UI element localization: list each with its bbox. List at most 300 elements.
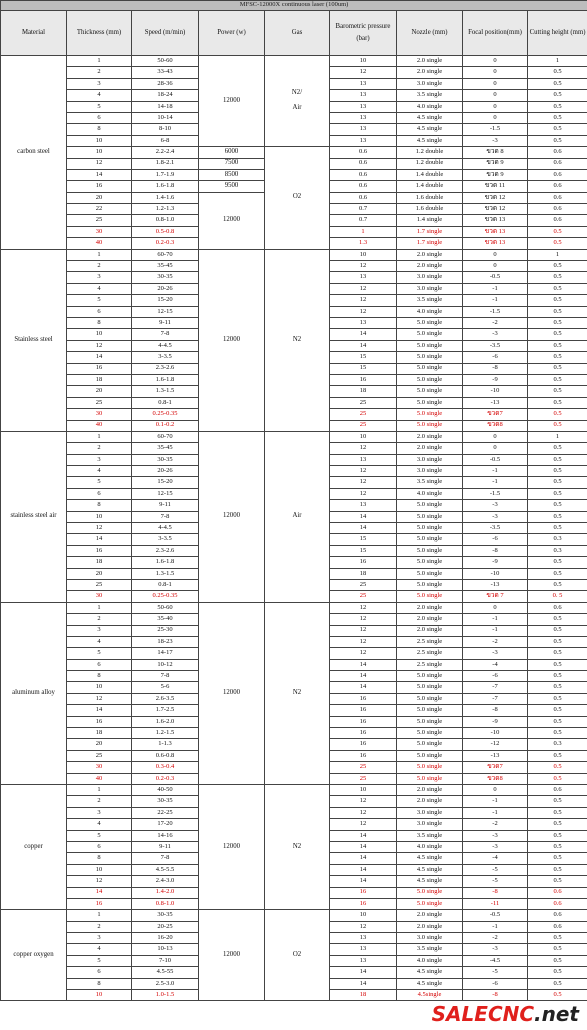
speed-cell: 0.25-0.35 bbox=[132, 409, 199, 420]
speed-cell: 1.6-1.8 bbox=[132, 557, 199, 568]
pressure-cell: 14 bbox=[330, 967, 397, 978]
speed-cell: 14-18 bbox=[132, 101, 199, 112]
thickness-cell: 40 bbox=[67, 238, 132, 249]
nozzle-cell: 3.0 single bbox=[397, 454, 463, 465]
pressure-cell: 14 bbox=[330, 671, 397, 682]
thickness-cell: 3 bbox=[67, 454, 132, 465]
thickness-cell: 6 bbox=[67, 967, 132, 978]
focal-position-cell: -4 bbox=[463, 853, 528, 864]
speed-cell: 18-23 bbox=[132, 636, 199, 647]
speed-cell: 0.8-1.0 bbox=[132, 898, 199, 909]
focal-position-cell: -9 bbox=[463, 374, 528, 385]
pressure-cell: 18 bbox=[330, 568, 397, 579]
nozzle-cell: 5.0 single bbox=[397, 374, 463, 385]
nozzle-cell: 4.5 single bbox=[397, 876, 463, 887]
nozzle-cell: 3.5 single bbox=[397, 830, 463, 841]
speed-cell: 1.4-2.0 bbox=[132, 887, 199, 898]
focal-position-cell: -10 bbox=[463, 728, 528, 739]
speed-cell: 4.5-5.5 bbox=[132, 864, 199, 875]
speed-cell: 1.8-2.1 bbox=[132, 158, 199, 169]
cutting-height-cell: 0.5 bbox=[528, 978, 587, 989]
nozzle-cell: 5.0 single bbox=[397, 728, 463, 739]
speed-cell: 0.8-1 bbox=[132, 579, 199, 590]
speed-cell: 30-35 bbox=[132, 796, 199, 807]
pressure-cell: 12 bbox=[330, 466, 397, 477]
cutting-height-cell: 0.6 bbox=[528, 147, 587, 158]
cutting-height-cell: 0.5 bbox=[528, 135, 587, 146]
speed-cell: 40-50 bbox=[132, 785, 199, 796]
speed-cell: 10-13 bbox=[132, 944, 199, 955]
thickness-cell: 1 bbox=[67, 56, 132, 67]
cutting-height-cell: 0.5 bbox=[528, 443, 587, 454]
cutting-height-cell: 0.5 bbox=[528, 671, 587, 682]
nozzle-cell: 2.0 single bbox=[397, 614, 463, 625]
thickness-cell: 5 bbox=[67, 830, 132, 841]
thickness-cell: 30 bbox=[67, 409, 132, 420]
thickness-cell: 6 bbox=[67, 841, 132, 852]
speed-cell: 1.2-1.3 bbox=[132, 204, 199, 215]
thickness-cell: 5 bbox=[67, 955, 132, 966]
focal-position-cell: -10 bbox=[463, 386, 528, 397]
cutting-height-cell: 0.5 bbox=[528, 557, 587, 568]
focal-position-cell: ขวด 7 bbox=[463, 591, 528, 602]
cutting-height-cell: 0.6 bbox=[528, 181, 587, 192]
speed-cell: 1.7-1.9 bbox=[132, 169, 199, 180]
cutting-height-cell: 0.5 bbox=[528, 728, 587, 739]
focal-position-cell: -1 bbox=[463, 807, 528, 818]
cutting-height-cell: 0.5 bbox=[528, 78, 587, 89]
nozzle-cell: 5.0 single bbox=[397, 511, 463, 522]
nozzle-cell: 4.0 single bbox=[397, 841, 463, 852]
speed-cell: 10-14 bbox=[132, 112, 199, 123]
cutting-height-cell: 0.5 bbox=[528, 796, 587, 807]
focal-position-cell: 0 bbox=[463, 602, 528, 613]
power-cell: 12000 bbox=[199, 431, 265, 602]
focal-position-cell: -2 bbox=[463, 933, 528, 944]
header-material: Material bbox=[1, 11, 67, 56]
pressure-cell: 12 bbox=[330, 306, 397, 317]
thickness-cell: 25 bbox=[67, 397, 132, 408]
focal-position-cell: -3 bbox=[463, 648, 528, 659]
speed-cell: 4-4.5 bbox=[132, 340, 199, 351]
speed-cell: 30-35 bbox=[132, 272, 199, 283]
nozzle-cell: 3.0 single bbox=[397, 466, 463, 477]
pressure-cell: 0.7 bbox=[330, 215, 397, 226]
nozzle-cell: 2.0 single bbox=[397, 249, 463, 260]
pressure-cell: 25 bbox=[330, 579, 397, 590]
speed-cell: 16-20 bbox=[132, 933, 199, 944]
thickness-cell: 6 bbox=[67, 306, 132, 317]
cutting-height-cell: 0.5 bbox=[528, 306, 587, 317]
speed-cell: 1.4-1.6 bbox=[132, 192, 199, 203]
thickness-cell: 1 bbox=[67, 249, 132, 260]
thickness-cell: 22 bbox=[67, 204, 132, 215]
thickness-cell: 8 bbox=[67, 500, 132, 511]
focal-position-cell: -9 bbox=[463, 716, 528, 727]
table-row bbox=[1, 249, 587, 260]
nozzle-cell: 5.0 single bbox=[397, 568, 463, 579]
cutting-height-cell: 1 bbox=[528, 431, 587, 442]
nozzle-cell: 5.0 single bbox=[397, 705, 463, 716]
cutting-height-cell: 0.5 bbox=[528, 454, 587, 465]
focal-position-cell: -0.5 bbox=[463, 454, 528, 465]
focal-position-cell: -2 bbox=[463, 636, 528, 647]
speed-cell: 28-36 bbox=[132, 78, 199, 89]
cutting-height-cell: 0.5 bbox=[528, 807, 587, 818]
cutting-height-cell: 0.5 bbox=[528, 659, 587, 670]
focal-position-cell: -13 bbox=[463, 397, 528, 408]
cutting-height-cell: 0.5 bbox=[528, 500, 587, 511]
pressure-cell: 0.6 bbox=[330, 192, 397, 203]
nozzle-cell: 4.5single bbox=[397, 990, 463, 1001]
speed-cell: 35-40 bbox=[132, 614, 199, 625]
pressure-cell: 0.6 bbox=[330, 147, 397, 158]
cutting-height-cell: 0.5 bbox=[528, 261, 587, 272]
thickness-cell: 12 bbox=[67, 523, 132, 534]
material-cell: copper bbox=[1, 785, 67, 910]
nozzle-cell: 5.0 single bbox=[397, 762, 463, 773]
focal-position-cell: ขวด 8 bbox=[463, 147, 528, 158]
focal-position-cell: -1 bbox=[463, 796, 528, 807]
speed-cell: 0.2-0.3 bbox=[132, 238, 199, 249]
pressure-cell: 18 bbox=[330, 990, 397, 1001]
pressure-cell: 16 bbox=[330, 739, 397, 750]
focal-position-cell: -12 bbox=[463, 739, 528, 750]
speed-cell: 12-15 bbox=[132, 306, 199, 317]
focal-position-cell: ขวด 9 bbox=[463, 158, 528, 169]
focal-position-cell: -5 bbox=[463, 876, 528, 887]
pressure-cell: 14 bbox=[330, 329, 397, 340]
nozzle-cell: 1.6 double bbox=[397, 204, 463, 215]
focal-position-cell: 0 bbox=[463, 78, 528, 89]
cutting-height-cell: 0.5 bbox=[528, 841, 587, 852]
nozzle-cell: 2.0 single bbox=[397, 67, 463, 78]
nozzle-cell: 3.5 single bbox=[397, 944, 463, 955]
focal-position-cell: -5 bbox=[463, 967, 528, 978]
thickness-cell: 10 bbox=[67, 329, 132, 340]
nozzle-cell: 4.0 single bbox=[397, 488, 463, 499]
speed-cell: 30-35 bbox=[132, 454, 199, 465]
pressure-cell: 1.3 bbox=[330, 238, 397, 249]
cutting-height-cell: 0.5 bbox=[528, 967, 587, 978]
speed-cell: 50-60 bbox=[132, 602, 199, 613]
cutting-height-cell: 0.5 bbox=[528, 693, 587, 704]
speed-cell: 14-17 bbox=[132, 648, 199, 659]
cutting-height-cell: 0.6 bbox=[528, 215, 587, 226]
pressure-cell: 25 bbox=[330, 773, 397, 784]
speed-cell: 0.8-1.0 bbox=[132, 215, 199, 226]
thickness-cell: 2 bbox=[67, 443, 132, 454]
cutting-height-cell: 0.5 bbox=[528, 352, 587, 363]
pressure-cell: 25 bbox=[330, 420, 397, 431]
cutting-height-cell: 0.6 bbox=[528, 910, 587, 921]
cutting-height-cell: 0.3 bbox=[528, 534, 587, 545]
cutting-height-cell: 0.5 bbox=[528, 636, 587, 647]
nozzle-cell: 5.0 single bbox=[397, 420, 463, 431]
focal-position-cell: 0 bbox=[463, 443, 528, 454]
thickness-cell: 4 bbox=[67, 636, 132, 647]
nozzle-cell: 5.0 single bbox=[397, 500, 463, 511]
gas-cell: N2/ Air bbox=[265, 56, 330, 147]
focal-position-cell: -8 bbox=[463, 363, 528, 374]
pressure-cell: 16 bbox=[330, 557, 397, 568]
focal-position-cell: ขวด 12 bbox=[463, 192, 528, 203]
focal-position-cell: -3 bbox=[463, 135, 528, 146]
cutting-height-cell: 0.5 bbox=[528, 363, 587, 374]
focal-position-cell: -13 bbox=[463, 750, 528, 761]
speed-cell: 60-70 bbox=[132, 249, 199, 260]
focal-position-cell: -5 bbox=[463, 864, 528, 875]
speed-cell: 35-45 bbox=[132, 261, 199, 272]
speed-cell: 4-4.5 bbox=[132, 523, 199, 534]
nozzle-cell: 1.4 double bbox=[397, 169, 463, 180]
focal-position-cell: 0 bbox=[463, 90, 528, 101]
thickness-cell: 10 bbox=[67, 682, 132, 693]
speed-cell: 0.1-0.2 bbox=[132, 420, 199, 431]
thickness-cell: 20 bbox=[67, 739, 132, 750]
pressure-cell: 0.7 bbox=[330, 204, 397, 215]
thickness-cell: 2 bbox=[67, 261, 132, 272]
thickness-cell: 12 bbox=[67, 340, 132, 351]
cutting-height-cell: 0.6 bbox=[528, 192, 587, 203]
speed-cell: 50-60 bbox=[132, 56, 199, 67]
table-row bbox=[1, 56, 587, 67]
power-cell: 12000 bbox=[199, 785, 265, 910]
power-cell: 7500 bbox=[199, 158, 265, 169]
speed-cell: 9-11 bbox=[132, 841, 199, 852]
thickness-cell: 30 bbox=[67, 762, 132, 773]
focal-position-cell: -1 bbox=[463, 477, 528, 488]
focal-position-cell: 0 bbox=[463, 101, 528, 112]
pressure-cell: 16 bbox=[330, 693, 397, 704]
nozzle-cell: 5.0 single bbox=[397, 557, 463, 568]
thickness-cell: 8 bbox=[67, 978, 132, 989]
focal-position-cell: -8 bbox=[463, 705, 528, 716]
pressure-cell: 12 bbox=[330, 648, 397, 659]
focal-position-cell: -3 bbox=[463, 500, 528, 511]
pressure-cell: 15 bbox=[330, 534, 397, 545]
speed-cell: 60-70 bbox=[132, 431, 199, 442]
focal-position-cell: 0 bbox=[463, 67, 528, 78]
thickness-cell: 12 bbox=[67, 693, 132, 704]
thickness-cell: 5 bbox=[67, 101, 132, 112]
cutting-height-cell: 0.5 bbox=[528, 579, 587, 590]
nozzle-cell: 4.5 single bbox=[397, 112, 463, 123]
focal-position-cell: -3 bbox=[463, 944, 528, 955]
thickness-cell: 14 bbox=[67, 534, 132, 545]
focal-position-cell: -3.5 bbox=[463, 523, 528, 534]
focal-position-cell: -1.5 bbox=[463, 488, 528, 499]
cutting-height-cell: 0.5 bbox=[528, 397, 587, 408]
nozzle-cell: 3.0 single bbox=[397, 807, 463, 818]
thickness-cell: 14 bbox=[67, 352, 132, 363]
nozzle-cell: 5.0 single bbox=[397, 773, 463, 784]
speed-cell: 0.6-0.8 bbox=[132, 750, 199, 761]
cutting-height-cell: 0.5 bbox=[528, 477, 587, 488]
nozzle-cell: 5.0 single bbox=[397, 898, 463, 909]
nozzle-cell: 1.4 single bbox=[397, 215, 463, 226]
nozzle-cell: 2.0 single bbox=[397, 785, 463, 796]
thickness-cell: 10 bbox=[67, 147, 132, 158]
speed-cell: 22-25 bbox=[132, 807, 199, 818]
speed-cell: 8-10 bbox=[132, 124, 199, 135]
cutting-height-cell: 0.3 bbox=[528, 545, 587, 556]
focal-position-cell: 0 bbox=[463, 56, 528, 67]
nozzle-cell: 2.0 single bbox=[397, 796, 463, 807]
pressure-cell: 25 bbox=[330, 591, 397, 602]
power-cell: 8500 bbox=[199, 169, 265, 180]
pressure-cell: 12 bbox=[330, 261, 397, 272]
pressure-cell: 12 bbox=[330, 443, 397, 454]
focal-position-cell: -1 bbox=[463, 921, 528, 932]
cutting-height-cell: 0.6 bbox=[528, 204, 587, 215]
nozzle-cell: 4.0 single bbox=[397, 955, 463, 966]
pressure-cell: 14 bbox=[330, 659, 397, 670]
header-focal-position: Focal position(mm) bbox=[463, 11, 528, 56]
focal-position-cell: -8 bbox=[463, 990, 528, 1001]
nozzle-cell: 5.0 single bbox=[397, 739, 463, 750]
nozzle-cell: 2.0 single bbox=[397, 910, 463, 921]
thickness-cell: 8 bbox=[67, 124, 132, 135]
cutting-height-cell: 0.5 bbox=[528, 386, 587, 397]
thickness-cell: 4 bbox=[67, 283, 132, 294]
pressure-cell: 12 bbox=[330, 819, 397, 830]
focal-position-cell: -8 bbox=[463, 887, 528, 898]
focal-position-cell: -7 bbox=[463, 693, 528, 704]
pressure-cell: 15 bbox=[330, 352, 397, 363]
table-title: MFSC-12000X continuous laser (100um) bbox=[1, 1, 587, 11]
cutting-height-cell: 0.5 bbox=[528, 944, 587, 955]
focal-position-cell: 0 bbox=[463, 112, 528, 123]
focal-position-cell: -8 bbox=[463, 545, 528, 556]
header-gas: Gas bbox=[265, 11, 330, 56]
pressure-cell: 12 bbox=[330, 295, 397, 306]
focal-position-cell: -10 bbox=[463, 568, 528, 579]
speed-cell: 6-8 bbox=[132, 135, 199, 146]
pressure-cell: 16 bbox=[330, 728, 397, 739]
pressure-cell: 13 bbox=[330, 317, 397, 328]
nozzle-cell: 5.0 single bbox=[397, 534, 463, 545]
cutting-height-cell: 0.5 bbox=[528, 101, 587, 112]
cutting-height-cell: 0.5 bbox=[528, 283, 587, 294]
cutting-height-cell: 0.5 bbox=[528, 272, 587, 283]
material-cell: Stainless steel bbox=[1, 249, 67, 431]
speed-cell: 2.3-2.6 bbox=[132, 363, 199, 374]
speed-cell: 2.4-3.0 bbox=[132, 876, 199, 887]
thickness-cell: 3 bbox=[67, 807, 132, 818]
pressure-cell: 16 bbox=[330, 898, 397, 909]
thickness-cell: 2 bbox=[67, 614, 132, 625]
cutting-height-cell: 0.5 bbox=[528, 90, 587, 101]
thickness-cell: 1 bbox=[67, 785, 132, 796]
cutting-height-cell: 0.5 bbox=[528, 112, 587, 123]
thickness-cell: 4 bbox=[67, 466, 132, 477]
speed-cell: 1.3-1.5 bbox=[132, 568, 199, 579]
pressure-cell: 12 bbox=[330, 796, 397, 807]
nozzle-cell: 5.0 single bbox=[397, 409, 463, 420]
focal-position-cell: ขวด 12 bbox=[463, 204, 528, 215]
thickness-cell: 3 bbox=[67, 933, 132, 944]
cutting-height-cell: 0.5 bbox=[528, 750, 587, 761]
table-row bbox=[1, 431, 587, 442]
focal-position-cell: -3 bbox=[463, 329, 528, 340]
focal-position-cell: -6 bbox=[463, 352, 528, 363]
speed-cell: 35-45 bbox=[132, 443, 199, 454]
thickness-cell: 1 bbox=[67, 602, 132, 613]
pressure-cell: 12 bbox=[330, 921, 397, 932]
pressure-cell: 25 bbox=[330, 409, 397, 420]
cutting-height-cell: 0.5 bbox=[528, 124, 587, 135]
power-cell: 12000 bbox=[199, 910, 265, 1001]
pressure-cell: 13 bbox=[330, 112, 397, 123]
power-cell: 9500 bbox=[199, 181, 265, 192]
cutting-height-cell: 0.5 bbox=[528, 614, 587, 625]
pressure-cell: 25 bbox=[330, 762, 397, 773]
gas-cell: N2 bbox=[265, 602, 330, 784]
focal-position-cell: ขวด 13 bbox=[463, 226, 528, 237]
table-row bbox=[1, 785, 587, 796]
focal-position-cell: -1 bbox=[463, 614, 528, 625]
focal-position-cell: -1.5 bbox=[463, 306, 528, 317]
pressure-cell: 12 bbox=[330, 614, 397, 625]
pressure-cell: 13 bbox=[330, 124, 397, 135]
thickness-cell: 6 bbox=[67, 488, 132, 499]
thickness-cell: 40 bbox=[67, 420, 132, 431]
thickness-cell: 6 bbox=[67, 659, 132, 670]
thickness-cell: 25 bbox=[67, 579, 132, 590]
pressure-cell: 13 bbox=[330, 944, 397, 955]
speed-cell: 0.3-0.4 bbox=[132, 762, 199, 773]
nozzle-cell: 3.0 single bbox=[397, 933, 463, 944]
pressure-cell: 13 bbox=[330, 78, 397, 89]
speed-cell: 1.6-1.8 bbox=[132, 374, 199, 385]
thickness-cell: 16 bbox=[67, 898, 132, 909]
speed-cell: 3-3.5 bbox=[132, 352, 199, 363]
speed-cell: 17-20 bbox=[132, 819, 199, 830]
thickness-cell: 3 bbox=[67, 272, 132, 283]
material-cell: carbon steel bbox=[1, 56, 67, 250]
nozzle-cell: 4.5 single bbox=[397, 967, 463, 978]
nozzle-cell: 3.0 single bbox=[397, 819, 463, 830]
pressure-cell: 12 bbox=[330, 602, 397, 613]
nozzle-cell: 3.0 single bbox=[397, 272, 463, 283]
pressure-cell: 12 bbox=[330, 636, 397, 647]
nozzle-cell: 2.5 single bbox=[397, 648, 463, 659]
power-cell: 6000 bbox=[199, 147, 265, 158]
pressure-cell: 13 bbox=[330, 90, 397, 101]
thickness-cell: 20 bbox=[67, 386, 132, 397]
cutting-height-cell: 0.5 bbox=[528, 955, 587, 966]
focal-position-cell: -11 bbox=[463, 898, 528, 909]
pressure-cell: 14 bbox=[330, 864, 397, 875]
nozzle-cell: 1.4 double bbox=[397, 181, 463, 192]
cutting-height-cell: 0.6 bbox=[528, 602, 587, 613]
thickness-cell: 1 bbox=[67, 431, 132, 442]
nozzle-cell: 1.2 double bbox=[397, 147, 463, 158]
focal-position-cell: 0 bbox=[463, 249, 528, 260]
cutting-height-cell: 0.5 bbox=[528, 762, 587, 773]
material-cell: aluminum alloy bbox=[1, 602, 67, 784]
cutting-height-cell: 0.6 bbox=[528, 169, 587, 180]
gas-cell: Air bbox=[265, 431, 330, 602]
speed-cell: 1.6-1.8 bbox=[132, 181, 199, 192]
nozzle-cell: 4.5 single bbox=[397, 135, 463, 146]
thickness-cell: 3 bbox=[67, 78, 132, 89]
nozzle-cell: 5.0 single bbox=[397, 317, 463, 328]
focal-position-cell: -3.5 bbox=[463, 340, 528, 351]
pressure-cell: 10 bbox=[330, 431, 397, 442]
nozzle-cell: 5.0 single bbox=[397, 397, 463, 408]
